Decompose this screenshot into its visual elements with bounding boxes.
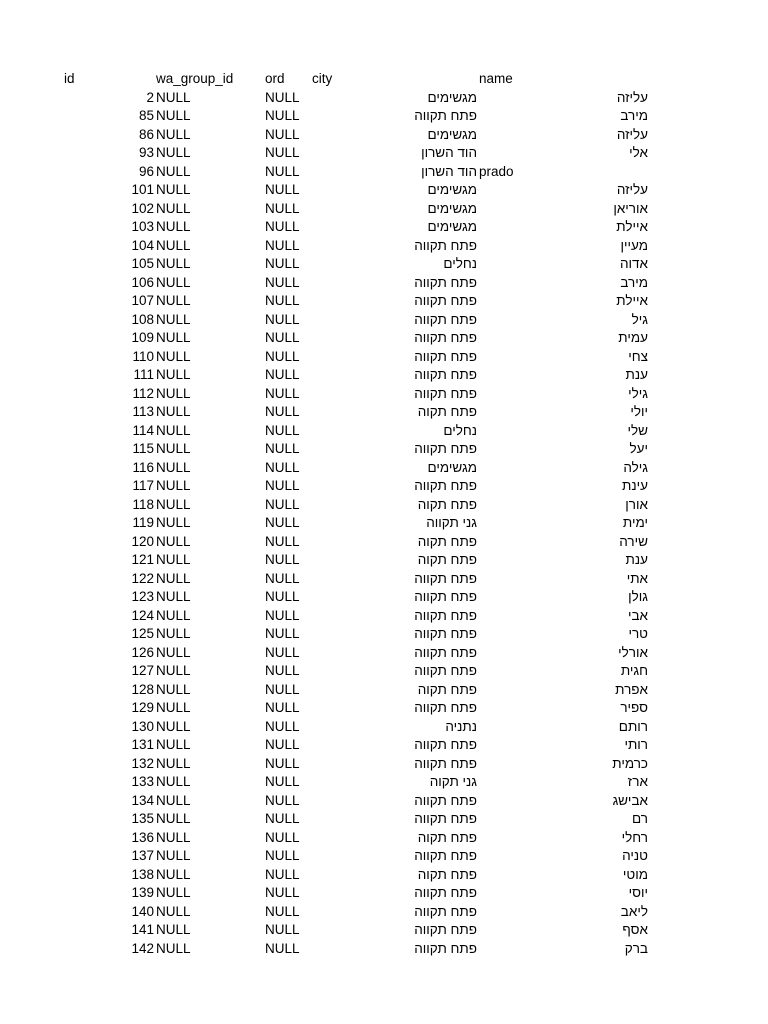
header-wa-group-id: wa_group_id: [156, 71, 234, 86]
cell-name: ברק: [624, 940, 648, 956]
cell-wa-group-id: NULL: [156, 774, 191, 789]
cell-name: מירב: [620, 108, 648, 123]
cell-ord: NULL: [265, 903, 300, 919]
cell-id: 105: [131, 256, 154, 271]
table-row: [0, 570, 768, 589]
cell-name: רם: [632, 811, 648, 826]
header-ord: ord: [265, 71, 285, 86]
header-city: city: [312, 71, 333, 86]
cell-id: 102: [131, 200, 154, 216]
cell-ord: NULL: [265, 441, 300, 456]
cell-city: פתח תקווה: [414, 792, 477, 808]
cell-ord: NULL: [265, 200, 300, 216]
cell-name: צחי: [628, 348, 648, 364]
cell-name: אפרת: [615, 681, 648, 697]
cell-id: 134: [131, 792, 154, 808]
cell-ord: NULL: [265, 533, 300, 549]
cell-city: פתח תקווה: [414, 237, 477, 253]
cell-wa-group-id: NULL: [156, 589, 191, 604]
cell-wa-group-id: NULL: [156, 866, 191, 882]
cell-ord: NULL: [265, 774, 300, 789]
cell-city: פתח תקווה: [414, 108, 477, 123]
table-row: [0, 274, 768, 293]
cell-ord: NULL: [265, 848, 300, 863]
cell-wa-group-id: NULL: [156, 700, 191, 715]
cell-ord: NULL: [265, 644, 300, 660]
table-row: [0, 662, 768, 681]
cell-city: פתח תקווה: [414, 700, 477, 715]
cell-city: פתח תקווה: [414, 885, 477, 900]
cell-ord: NULL: [265, 163, 300, 179]
cell-city: פתח תקוה: [417, 552, 477, 567]
cell-city: הוד השרון: [421, 163, 477, 179]
cell-id: 125: [131, 626, 154, 641]
cell-id: 93: [138, 145, 154, 160]
table-row: [0, 829, 768, 848]
cell-ord: NULL: [265, 700, 300, 715]
table-row: [0, 440, 768, 459]
table-row: [0, 477, 768, 496]
cell-name: עמית: [618, 330, 648, 345]
cell-city: פתח תקווה: [414, 589, 477, 604]
cell-id: 118: [132, 496, 154, 512]
cell-city: פתח תקווה: [414, 940, 477, 956]
cell-ord: NULL: [265, 737, 300, 752]
cell-id: 106: [131, 274, 154, 290]
cell-id: 103: [131, 219, 154, 234]
cell-id: 133: [131, 774, 154, 789]
cell-ord: NULL: [265, 940, 300, 956]
cell-ord: NULL: [265, 755, 300, 771]
header-id: id: [64, 71, 75, 86]
cell-id: 115: [132, 441, 154, 456]
table-row: [0, 126, 768, 145]
table-row: [0, 144, 768, 163]
cell-city: גני תקוה: [429, 774, 477, 789]
cell-wa-group-id: NULL: [156, 108, 191, 123]
cell-name: עליזה: [616, 182, 648, 197]
cell-id: 110: [132, 348, 154, 364]
cell-ord: NULL: [265, 219, 300, 234]
cell-wa-group-id: NULL: [156, 348, 191, 364]
cell-wa-group-id: NULL: [156, 89, 191, 105]
cell-id: 137: [131, 848, 154, 863]
cell-city: פתח תקווה: [414, 274, 477, 290]
cell-name: אתי: [626, 570, 648, 586]
cell-city: מגשימים: [427, 126, 477, 142]
cell-city: מגשימים: [427, 200, 477, 216]
cell-name: ארז: [627, 774, 648, 789]
cell-id: 101: [131, 182, 154, 197]
cell-name: גילי: [628, 385, 648, 401]
cell-city: פתח תקווה: [414, 293, 477, 308]
cell-name: ענת: [625, 552, 648, 567]
cell-id: 123: [131, 589, 154, 604]
cell-id: 119: [132, 515, 154, 530]
cell-wa-group-id: NULL: [156, 755, 191, 771]
cell-ord: NULL: [265, 404, 300, 419]
cell-name: ענת: [625, 367, 648, 382]
cell-wa-group-id: NULL: [156, 126, 191, 142]
data-table: [0, 70, 768, 958]
table-row: [0, 921, 768, 940]
cell-id: 109: [131, 330, 154, 345]
cell-city: מגשימים: [427, 89, 477, 105]
cell-wa-group-id: NULL: [156, 681, 191, 697]
cell-wa-group-id: NULL: [156, 552, 191, 567]
cell-id: 130: [131, 718, 154, 734]
cell-ord: NULL: [265, 792, 300, 808]
cell-ord: NULL: [265, 89, 300, 105]
cell-id: 104: [131, 237, 154, 253]
cell-city: פתח תקווה: [414, 441, 477, 456]
cell-id: 121: [131, 552, 154, 567]
cell-city: פתח תקווה: [414, 663, 477, 678]
cell-city: מגשימים: [427, 182, 477, 197]
cell-id: 132: [131, 755, 154, 771]
cell-wa-group-id: NULL: [156, 385, 191, 401]
cell-wa-group-id: NULL: [156, 626, 191, 641]
cell-id: 86: [138, 126, 154, 142]
cell-ord: NULL: [265, 552, 300, 567]
table-row: [0, 866, 768, 885]
cell-id: 107: [131, 293, 154, 308]
cell-id: 114: [132, 422, 154, 438]
cell-name: שירה: [619, 533, 648, 549]
cell-id: 139: [131, 885, 154, 900]
cell-name: גיל: [631, 311, 648, 327]
table-row: [0, 385, 768, 404]
cell-id: 142: [131, 940, 154, 956]
cell-name: שלי: [627, 422, 648, 438]
cell-ord: NULL: [265, 626, 300, 641]
cell-wa-group-id: NULL: [156, 940, 191, 956]
table-row: [0, 903, 768, 922]
cell-name: טניה: [622, 848, 648, 863]
cell-wa-group-id: NULL: [156, 663, 191, 678]
table-row: [0, 718, 768, 737]
cell-id: 108: [131, 311, 154, 327]
cell-name: עליזה: [616, 89, 648, 105]
table-row: [0, 107, 768, 126]
cell-wa-group-id: NULL: [156, 274, 191, 290]
cell-ord: NULL: [265, 515, 300, 530]
cell-city: פתח תקווה: [414, 570, 477, 586]
cell-name: איילת: [616, 219, 648, 234]
cell-name: מוטי: [622, 866, 648, 882]
cell-ord: NULL: [265, 459, 300, 475]
cell-city: פתח תקוה: [417, 404, 477, 419]
cell-wa-group-id: NULL: [156, 163, 191, 179]
cell-id: 131: [131, 737, 154, 752]
cell-city: פתח תקוה: [417, 829, 477, 845]
header-row: [0, 70, 768, 89]
cell-city: נחלים: [443, 422, 477, 438]
cell-id: 140: [131, 903, 154, 919]
cell-name: מירב: [620, 274, 648, 290]
table-row: [0, 292, 768, 311]
cell-id: 138: [131, 866, 154, 882]
table-row: [0, 551, 768, 570]
cell-wa-group-id: NULL: [156, 311, 191, 327]
cell-wa-group-id: NULL: [156, 330, 191, 345]
table-row: [0, 403, 768, 422]
cell-name: אורן: [625, 496, 648, 512]
cell-name: גולן: [628, 589, 648, 604]
cell-city: מגשימים: [427, 459, 477, 475]
cell-city: פתח תקוה: [417, 533, 477, 549]
cell-wa-group-id: NULL: [156, 607, 191, 623]
table-row: [0, 773, 768, 792]
cell-name: יולי: [630, 404, 648, 419]
cell-name: רותם: [618, 718, 648, 734]
cell-city: הוד השרון: [421, 145, 477, 160]
cell-wa-group-id: NULL: [156, 404, 191, 419]
table-row: [0, 884, 768, 903]
cell-name: אלי: [629, 145, 648, 160]
cell-ord: NULL: [265, 829, 300, 845]
cell-ord: NULL: [265, 293, 300, 308]
table-row: [0, 607, 768, 626]
cell-city: פתח תקוה: [417, 681, 477, 697]
table-row: [0, 366, 768, 385]
cell-name: חגית: [620, 663, 648, 678]
cell-id: 141: [131, 922, 154, 937]
cell-name: מעיין: [620, 237, 648, 253]
cell-name: עינת: [622, 478, 648, 493]
cell-wa-group-id: NULL: [156, 293, 191, 308]
table-row: [0, 533, 768, 552]
table-row: [0, 422, 768, 441]
cell-name: אורלי: [618, 644, 648, 660]
cell-name: יעל: [629, 441, 648, 456]
cell-wa-group-id: NULL: [156, 848, 191, 863]
cell-wa-group-id: NULL: [156, 200, 191, 216]
cell-wa-group-id: NULL: [156, 903, 191, 919]
cell-ord: NULL: [265, 718, 300, 734]
table-row: [0, 810, 768, 829]
table-row: [0, 514, 768, 533]
table-row: [0, 736, 768, 755]
cell-city: פתח תקווה: [414, 922, 477, 937]
cell-id: 96: [138, 163, 154, 179]
table-row: [0, 181, 768, 200]
cell-city: מגשימים: [427, 219, 477, 234]
cell-ord: NULL: [265, 478, 300, 493]
cell-ord: NULL: [265, 311, 300, 327]
cell-wa-group-id: NULL: [156, 792, 191, 808]
cell-ord: NULL: [265, 922, 300, 937]
cell-name: אסף: [622, 922, 648, 937]
cell-ord: NULL: [265, 496, 300, 512]
cell-wa-group-id: NULL: [156, 422, 191, 438]
cell-wa-group-id: NULL: [156, 459, 191, 475]
cell-name: רחלי: [621, 829, 648, 845]
cell-city: פתח תקווה: [414, 478, 477, 493]
cell-name: רותי: [624, 737, 648, 752]
cell-wa-group-id: NULL: [156, 367, 191, 382]
cell-name: ליאב: [620, 903, 648, 919]
cell-name: יוסי: [628, 885, 648, 900]
table-row: [0, 699, 768, 718]
cell-name: איילת: [616, 293, 648, 308]
header-name: name: [479, 71, 513, 86]
cell-extra: prado: [479, 163, 514, 179]
cell-city: פתח תקווה: [414, 348, 477, 364]
cell-id: 135: [131, 811, 154, 826]
cell-ord: NULL: [265, 126, 300, 142]
cell-wa-group-id: NULL: [156, 811, 191, 826]
cell-ord: NULL: [265, 145, 300, 160]
cell-ord: NULL: [265, 811, 300, 826]
cell-wa-group-id: NULL: [156, 237, 191, 253]
table-row: [0, 200, 768, 219]
table-row: [0, 163, 768, 182]
table-row: [0, 218, 768, 237]
table-row: [0, 348, 768, 367]
cell-id: 116: [132, 459, 154, 475]
cell-city: פתח תקווה: [414, 330, 477, 345]
table-row: [0, 847, 768, 866]
cell-id: 122: [131, 570, 154, 586]
cell-name: טרי: [628, 626, 648, 641]
cell-city: פתח תקווה: [414, 848, 477, 863]
cell-city: פתח תקווה: [414, 755, 477, 771]
cell-ord: NULL: [265, 866, 300, 882]
cell-id: 117: [132, 478, 154, 493]
cell-name: עליזה: [616, 126, 648, 142]
cell-id: 136: [131, 829, 154, 845]
table-row: [0, 644, 768, 663]
cell-ord: NULL: [265, 570, 300, 586]
cell-city: פתח תקווה: [414, 311, 477, 327]
cell-ord: NULL: [265, 422, 300, 438]
cell-ord: NULL: [265, 256, 300, 271]
cell-name: אבי: [627, 607, 648, 623]
cell-city: פתח תקווה: [414, 644, 477, 660]
cell-city: פתח תקווה: [414, 737, 477, 752]
cell-city: פתח תקווה: [414, 626, 477, 641]
cell-city: פתח תקווה: [414, 607, 477, 623]
cell-id: 113: [132, 404, 154, 419]
cell-ord: NULL: [265, 274, 300, 290]
table-row: [0, 89, 768, 108]
cell-ord: NULL: [265, 237, 300, 253]
cell-wa-group-id: NULL: [156, 441, 191, 456]
cell-city: נתניה: [445, 718, 477, 734]
table-row: [0, 625, 768, 644]
cell-wa-group-id: NULL: [156, 644, 191, 660]
cell-city: פתח תקווה: [414, 385, 477, 401]
table-row: [0, 329, 768, 348]
cell-wa-group-id: NULL: [156, 737, 191, 752]
cell-id: 126: [131, 644, 154, 660]
table-row: [0, 496, 768, 515]
cell-city: פתח תקווה: [414, 367, 477, 382]
cell-wa-group-id: NULL: [156, 219, 191, 234]
cell-ord: NULL: [265, 607, 300, 623]
cell-wa-group-id: NULL: [156, 256, 191, 271]
table-row: [0, 792, 768, 811]
cell-name: גילה: [623, 459, 648, 475]
cell-id: 124: [131, 607, 154, 623]
cell-name: ספיר: [620, 700, 648, 715]
cell-ord: NULL: [265, 348, 300, 364]
cell-city: פתח תקווה: [414, 811, 477, 826]
cell-id: 2: [146, 89, 154, 105]
cell-ord: NULL: [265, 367, 300, 382]
cell-city: נחלים: [443, 256, 477, 271]
cell-id: 111: [133, 367, 154, 382]
cell-name: אבישג: [612, 792, 648, 808]
cell-wa-group-id: NULL: [156, 182, 191, 197]
table-row: [0, 755, 768, 774]
cell-name: ימית: [622, 515, 648, 530]
table-row: [0, 311, 768, 330]
cell-wa-group-id: NULL: [156, 145, 191, 160]
table-row: [0, 681, 768, 700]
cell-city: פתח תקוה: [417, 496, 477, 512]
cell-city: גני תקווה: [426, 515, 477, 530]
table-row: [0, 940, 768, 959]
cell-id: 127: [131, 663, 154, 678]
table-row: [0, 237, 768, 256]
cell-ord: NULL: [265, 182, 300, 197]
cell-id: 120: [131, 533, 154, 549]
cell-name: אוריאן: [613, 200, 648, 216]
cell-city: פתח תקווה: [414, 903, 477, 919]
cell-city: פתח תקוה: [417, 866, 477, 882]
cell-name: כרמית: [612, 755, 648, 771]
cell-ord: NULL: [265, 885, 300, 900]
cell-ord: NULL: [265, 108, 300, 123]
cell-ord: NULL: [265, 663, 300, 678]
cell-wa-group-id: NULL: [156, 533, 191, 549]
cell-wa-group-id: NULL: [156, 478, 191, 493]
cell-ord: NULL: [265, 330, 300, 345]
cell-wa-group-id: NULL: [156, 515, 191, 530]
cell-wa-group-id: NULL: [156, 718, 191, 734]
cell-name: אדוה: [619, 256, 648, 271]
cell-wa-group-id: NULL: [156, 922, 191, 937]
cell-wa-group-id: NULL: [156, 496, 191, 512]
cell-id: 128: [131, 681, 154, 697]
cell-wa-group-id: NULL: [156, 570, 191, 586]
table-row: [0, 459, 768, 478]
table-row: [0, 588, 768, 607]
cell-ord: NULL: [265, 385, 300, 401]
cell-id: 129: [131, 700, 154, 715]
cell-wa-group-id: NULL: [156, 885, 191, 900]
table-row: [0, 255, 768, 274]
cell-ord: NULL: [265, 589, 300, 604]
cell-wa-group-id: NULL: [156, 829, 191, 845]
cell-ord: NULL: [265, 681, 300, 697]
cell-id: 112: [132, 385, 154, 401]
cell-id: 85: [138, 108, 154, 123]
table-body: [0, 89, 768, 959]
